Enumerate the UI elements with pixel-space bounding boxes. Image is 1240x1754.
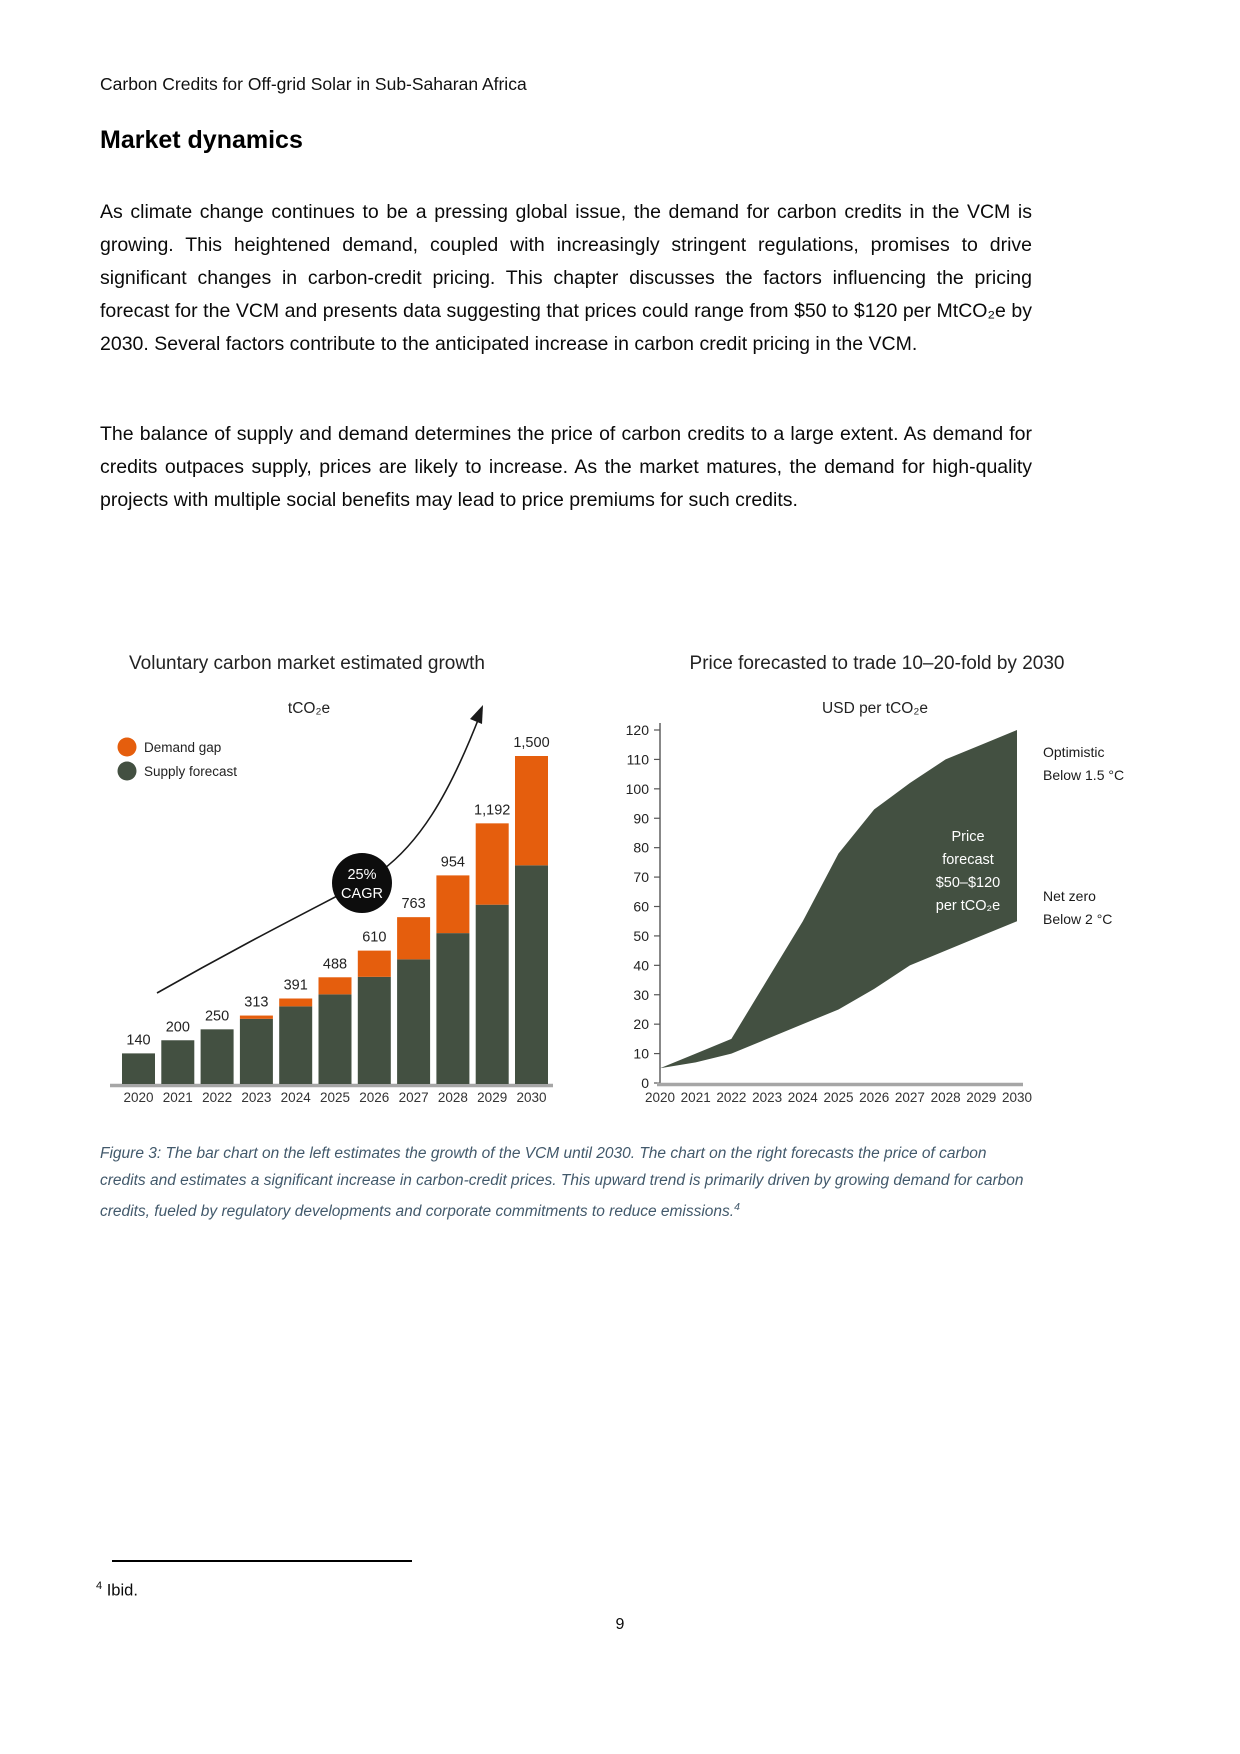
bar-segment-supply <box>476 905 509 1084</box>
bar-value-label: 1,500 <box>513 735 550 751</box>
bar-value-label: 313 <box>244 994 269 1011</box>
x-tick-label: 2023 <box>241 1090 272 1105</box>
band-label-text: $50–$120 <box>935 875 1001 891</box>
scenario-label-net-zero: Below 2 °C <box>1043 911 1113 927</box>
bar-segment-demand-gap <box>319 977 352 994</box>
x-tick-label: 2023 <box>752 1090 783 1105</box>
growth-arrow-curve <box>157 715 480 993</box>
chart-title: Price forecasted to trade 10–20-fold by 2030 <box>689 653 1065 674</box>
bar-segment-supply <box>279 1006 312 1084</box>
x-tick-label: 2021 <box>162 1090 193 1105</box>
bar-segment-supply <box>161 1040 194 1084</box>
x-tick-label: 2027 <box>894 1090 925 1105</box>
x-tick-label: 2027 <box>398 1090 429 1105</box>
bar-segment-supply <box>515 865 548 1084</box>
body-paragraph-2: The balance of supply and demand determines the price of carbon credits to a large extent. As demand for credits outpaces supply, prices are likely to increase. As the market matures, the demand for high-quality projects with multiple social benefits may lead to price premiums for such credits. <box>100 423 1032 511</box>
x-tick-label: 2030 <box>516 1090 547 1105</box>
x-tick-label: 2022 <box>202 1090 233 1105</box>
footnote-text: Ibid. <box>106 1581 138 1600</box>
scenario-label-net-zero: Net zero <box>1043 888 1096 904</box>
legend-swatch <box>118 762 137 781</box>
band-label-text: forecast <box>942 852 994 868</box>
growth-arrow-head <box>470 705 483 724</box>
y-tick-label: 50 <box>633 927 649 944</box>
cagr-badge-text: 25% <box>347 867 377 883</box>
footnote-divider <box>112 1560 412 1562</box>
chart-unit-label: tCO₂e <box>287 700 331 717</box>
bar-value-label: 610 <box>362 929 387 946</box>
y-tick-label: 100 <box>625 780 649 797</box>
legend-label: Demand gap <box>144 740 222 755</box>
bar-segment-supply <box>397 959 430 1084</box>
scenario-label-optimistic: Below 1.5 °C <box>1043 767 1125 783</box>
x-tick-label: 2028 <box>437 1090 468 1105</box>
figure-caption-text: Figure 3: The bar chart on the left estimates the growth of the VCM until 2030. The chart on the right forecasts the price of carbon credits and estimates a significant increase in carbon-credit prices. This upward trend is primarily driven by growing demand for carbon credits, fueled by regulatory developments and corporate commitments to reduce emissions. <box>100 1145 1024 1221</box>
y-tick-label: 70 <box>633 869 649 886</box>
bar-segment-demand-gap <box>436 875 469 933</box>
bar-segment-supply <box>319 994 352 1084</box>
y-tick-label: 80 <box>633 839 649 856</box>
body-paragraph-1: As climate change continues to be a pressing global issue, the demand for carbon credits in the VCM is growing. This heightened demand, coupled with increasingly stringent regulations, promises to drive significant changes in carbon-credit pricing. This chapter discusses the factors influencing the pricing forecast for the VCM and presents data suggesting that prices could range from $50 to $120 per MtCO₂e by 2030. Several factors contribute to the anticipated increase in carbon credit pricing in the VCM. <box>100 201 1032 355</box>
price-forecast-area-chart <box>565 645 1130 1110</box>
x-tick-label: 2025 <box>823 1090 854 1105</box>
running-header: Carbon Credits for Off-grid Solar in Sub-Saharan Africa <box>100 74 527 94</box>
y-tick-label: 120 <box>625 722 649 738</box>
band-label-text: per tCO₂e <box>935 898 1001 914</box>
x-tick-label: 2024 <box>787 1090 818 1105</box>
bar-value-label: 488 <box>322 956 348 973</box>
section-title: Market dynamics <box>100 126 303 154</box>
cagr-badge-text: CAGR <box>341 886 383 902</box>
x-tick-label: 2021 <box>680 1090 711 1105</box>
figure-caption <box>100 1140 1032 1225</box>
bar-value-label: 954 <box>440 854 466 871</box>
bar-segment-demand-gap <box>515 756 548 865</box>
chart-title: Voluntary carbon market estimated growth <box>129 653 485 674</box>
bar-segment-supply <box>201 1029 234 1084</box>
x-tick-label: 2020 <box>644 1090 676 1105</box>
footnote <box>96 1580 138 1601</box>
chart-unit-label: USD per tCO₂e <box>822 700 928 717</box>
bar-value-label: 391 <box>283 977 308 994</box>
bar-value-label: 763 <box>401 896 426 913</box>
cagr-badge-circle <box>332 853 392 913</box>
y-tick-label: 0 <box>641 1075 649 1091</box>
legend-swatch <box>118 738 137 757</box>
footnote-marker: 4 <box>96 1580 103 1592</box>
page-number: 9 <box>615 1616 625 1633</box>
y-tick-label: 30 <box>633 986 649 1003</box>
bar-segment-demand-gap <box>358 951 391 977</box>
bar-value-label: 200 <box>165 1019 190 1036</box>
x-tick-label: 2030 <box>1001 1090 1033 1105</box>
x-tick-label: 2028 <box>930 1090 961 1105</box>
y-tick-label: 10 <box>633 1045 649 1062</box>
x-tick-label: 2020 <box>123 1090 154 1105</box>
bar-segment-supply <box>122 1053 155 1084</box>
x-tick-label: 2029 <box>477 1090 508 1105</box>
bar-segment-supply <box>436 933 469 1084</box>
x-tick-label: 2029 <box>966 1090 997 1105</box>
x-tick-label: 2024 <box>280 1090 311 1105</box>
y-tick-label: 60 <box>633 898 649 915</box>
scenario-label-optimistic: Optimistic <box>1043 744 1105 760</box>
bar-segment-demand-gap <box>240 1016 273 1019</box>
y-tick-label: 40 <box>633 957 649 974</box>
bar-segment-demand-gap <box>476 823 509 904</box>
bar-segment-demand-gap <box>279 999 312 1007</box>
x-tick-label: 2026 <box>859 1090 890 1105</box>
bar-value-label: 140 <box>126 1032 151 1049</box>
footnote-reference: 4 <box>734 1201 740 1213</box>
y-tick-label: 110 <box>626 751 649 768</box>
x-tick-label: 2026 <box>359 1090 390 1105</box>
bar-segment-supply <box>358 977 391 1084</box>
y-tick-label: 20 <box>633 1016 649 1033</box>
band-label-text: Price <box>951 829 985 845</box>
vcm-growth-bar-chart <box>95 645 560 1110</box>
legend-label: Supply forecast <box>144 764 238 779</box>
bar-value-label: 250 <box>204 1008 230 1025</box>
bar-value-label: 1,192 <box>474 802 511 819</box>
x-tick-label: 2022 <box>716 1090 747 1105</box>
bar-segment-supply <box>240 1019 273 1084</box>
y-tick-label: 90 <box>633 810 649 827</box>
bar-segment-demand-gap <box>397 917 430 959</box>
x-tick-label: 2025 <box>319 1090 351 1105</box>
